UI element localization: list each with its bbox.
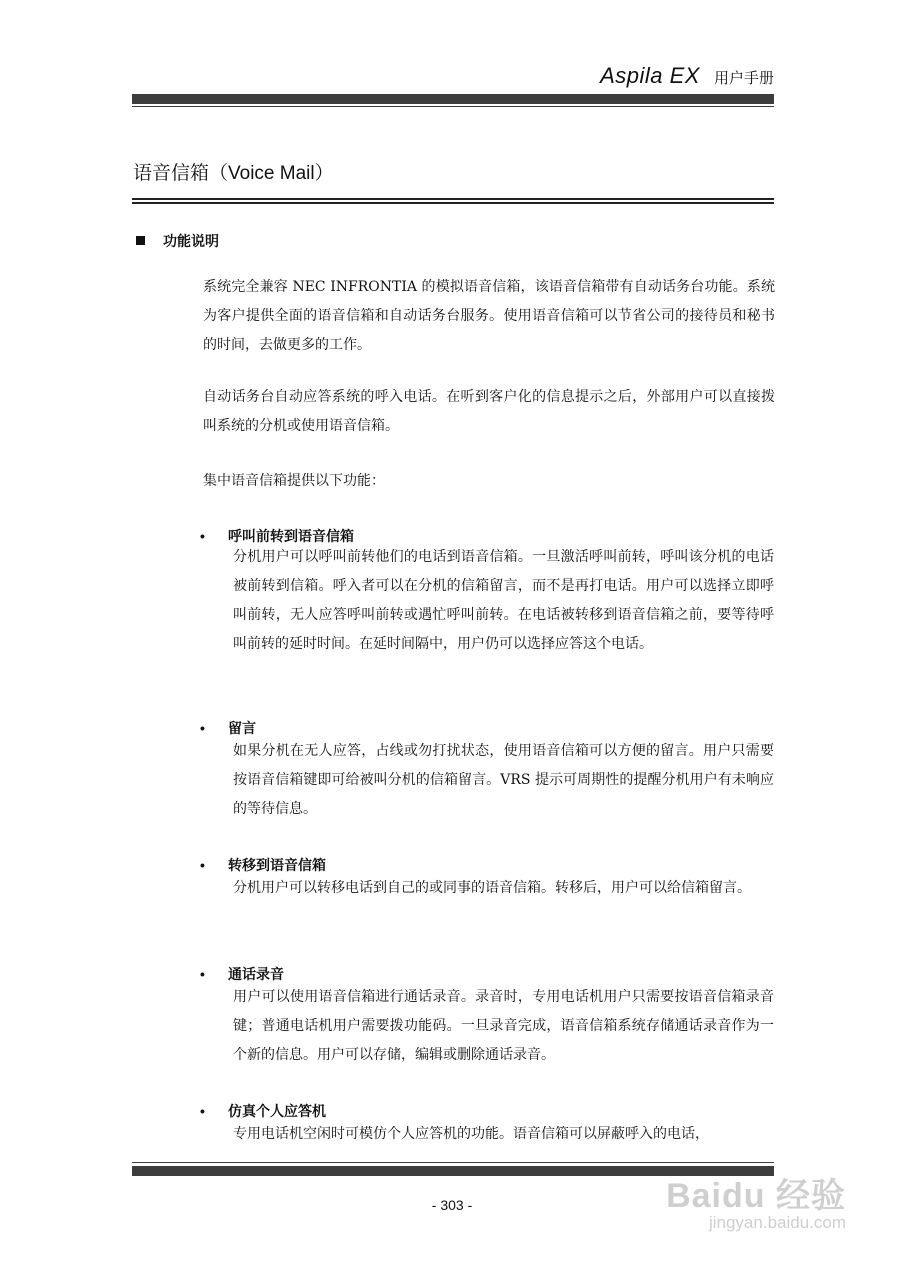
manual-subtitle: 用户手册	[713, 70, 774, 87]
intro-paragraph-2: 自动话务台自动应答系统的呼入电话。在听到客户化的信息提示之后，外部用户可以直接拨叫系统的分机或使用语音信箱。	[203, 389, 775, 434]
watermark	[666, 1168, 846, 1233]
watermark-url: jingyan.baidu.com	[708, 1213, 846, 1232]
feature-heading	[200, 855, 326, 875]
bullet-icon: •	[200, 528, 205, 544]
feature-title: 通话录音	[228, 966, 284, 982]
feature-title: 呼叫前转到语音信箱	[228, 528, 354, 544]
feature-title: 转移到语音信箱	[228, 857, 326, 873]
bullet-icon: •	[200, 966, 205, 982]
intro-paragraph-1: 系统完全兼容 NEC INFRONTIA 的模拟语音信箱，该语音信箱带有自动话务台功能。系统为客户提供全面的语音信箱和自动话务台服务。使用语音信箱可以节省公司的接待员和秘书的时间，去做更多的工作。	[203, 279, 775, 353]
feature-heading	[200, 964, 284, 984]
feature-title: 留言	[228, 720, 256, 736]
feature-description: 专用电话机空闲时可模仿个人应答机的功能。语音信箱可以屏蔽呼入的电话，	[233, 1126, 709, 1142]
section-title: 语音信箱（Voice Mail）	[133, 163, 334, 184]
feature-description: 分机用户可以呼叫前转他们的电话到语音信箱。一旦激活呼叫前转，呼叫该分机的电话被前转到信箱。呼入者可以在分机的信箱留言，而不是再打电话。用户可以选择立即呼叫前转，无人应答呼叫前转或遇忙呼叫前转。在电话被转移到语音信箱之前，要等待呼叫前转的延时时间。在延时间隔中，用户仍可以选择应答这个电话。	[233, 549, 774, 652]
feature-heading	[200, 718, 256, 738]
feature-description: 分机用户可以转移电话到自己的或同事的语音信箱。转移后，用户可以给信箱留言。	[233, 880, 751, 896]
feature-heading	[200, 1101, 326, 1121]
bullet-icon: •	[200, 857, 205, 873]
subsection-heading-text: 功能说明	[163, 233, 219, 249]
section-rule	[132, 198, 774, 200]
bullet-icon: •	[200, 720, 205, 736]
bullet-icon: •	[200, 1103, 205, 1119]
feature-description: 如果分机在无人应答，占线或勿打扰状态，使用语音信箱可以方便的留言。用户只需要按语音信箱键即可给被叫分机的信箱留言。VRS 提示可周期性的提醒分机用户有未响应的等待信息。	[233, 743, 774, 817]
subsection-heading	[136, 231, 219, 251]
header-title	[600, 63, 774, 89]
manual-brand: Aspila EX	[600, 63, 700, 88]
page-number: - 303 -	[431, 1197, 473, 1213]
feature-title: 仿真个人应答机	[228, 1103, 326, 1119]
watermark-logo: Baidu 经验	[666, 1177, 846, 1215]
square-bullet-icon	[136, 236, 145, 245]
header-rule	[132, 94, 774, 104]
feature-description: 用户可以使用语音信箱进行通话录音。录音时，专用电话机用户只需要按语音信箱录音键；普通电话机用户需要拨功能码。一旦录音完成，语音信箱系统存储通话录音作为一个新的信息。用户可以存储，编辑或删除通话录音。	[233, 989, 774, 1063]
intro-paragraph-3: 集中语音信箱提供以下功能：	[203, 473, 385, 489]
